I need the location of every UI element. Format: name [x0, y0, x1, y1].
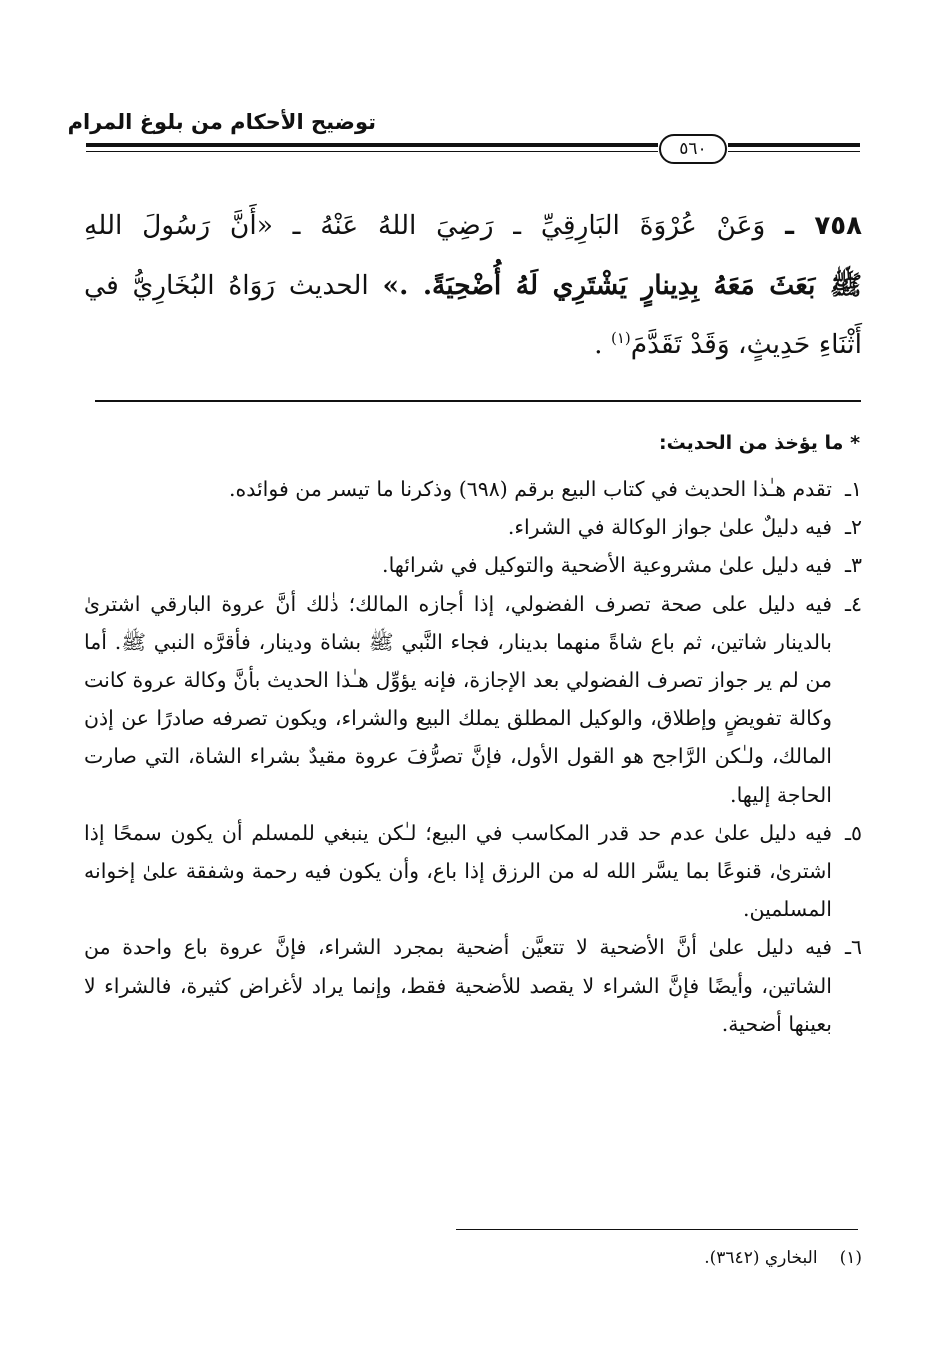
footnote: [704, 1248, 862, 1268]
benefit-text: تقدم هـٰذا الحديث في كتاب البيع برقم (٦٩٨) وذكرنا ما تيسر من فوائده.: [228, 477, 832, 501]
benefit-text: فيه دليل علىٰ مشروعية الأضحية والتوكيل في شرائها.: [382, 553, 832, 578]
header-rule-thin-left: [86, 151, 658, 152]
benefit-text: فيه دليلٌ علىٰ جواز الوكالة في الشراء.: [507, 515, 832, 540]
benefits-list: [84, 470, 862, 1043]
hadith-line-3: [84, 315, 862, 374]
hadith-line-3-text: أَثْنَاءِ حَدِيثٍ، وَقَدْ تَقَدَّمَ: [630, 329, 862, 360]
hadith-line-2: [84, 256, 862, 315]
hadith-line-1-text: وَعَنْ عُرْوَةَ البَارِقِيِّ ـ رَضِيَ اللهُ عَنْهُ ـ «أَنَّ رَسُولَ اللهِ: [84, 210, 766, 241]
benefit-number: ٢ـ: [844, 515, 862, 540]
hadith-matn: ﷺ بَعَثَ مَعَهُ بِدِينارٍ يَشْتَرِي لَهُ أُضْحِيَةً. .»: [382, 270, 862, 301]
benefit-item: [84, 814, 862, 929]
hadith-text: [84, 196, 862, 374]
benefit-text: فيه دليل على صحة تصرف الفضولي، إذا أجازه المالك؛ ذٰلك أنَّ عروة البارقي اشترىٰ بالدينار شاتين، ثم باع شاةً منهما بدينار، فجاء النَّبي ﷺ بشاة ودينار، فأقرَّه النبي ﷺ. أما من لم ير جواز تصرف الفضولي بعد الإجازة، فإنه يؤوِّل هـٰذا الحديث بأنَّ وكالة عروة كانت وكالة تفويضٍ وإطلاق، والوكيل المطلق يملك البيع والشراء، ويكون تصرفه صادرًا عن إذن المالك، ولـٰكن الرَّاجح هو القول الأول، فإنَّ تصرُّفَ عروة مقيدٌ بشراء الشاة، التي صارت الحاجة إليها.: [84, 591, 832, 807]
section-divider: [95, 400, 861, 402]
header-rule-thick-right: [728, 143, 860, 147]
page-number-badge: ٥٦٠: [659, 134, 727, 164]
benefit-item: [84, 585, 862, 814]
benefit-number: ٥ـ: [844, 820, 862, 845]
benefit-item: [84, 508, 862, 546]
footnote-divider: [456, 1229, 858, 1230]
hadith-line-2-rest: الحديث رَوَاهُ البُخَارِيُّ في: [84, 270, 369, 301]
benefit-item: [84, 470, 862, 508]
benefits-heading: * ما يؤخذ من الحديث:: [658, 432, 860, 454]
hadith-line-1: [84, 196, 862, 256]
hadith-number: ٧٥٨ ـ: [785, 211, 862, 241]
hadith-line-3-end: .: [594, 329, 603, 360]
footnote-number: (١): [839, 1248, 862, 1268]
benefit-item: [84, 546, 862, 584]
benefit-number: ١ـ: [844, 477, 862, 501]
header-rule-thin-right: [728, 151, 860, 152]
benefit-number: ٤ـ: [844, 591, 862, 616]
benefit-text: فيه دليل علىٰ عدم حد قدر المكاسب في البيع؛ لـٰكن ينبغي للمسلم أن يكون سمحًا إذا اشترىٰ، قنوعًا بما يسَّر الله له من الرزق إذا باع، وأن يكون فيه رحمة وشفقة علىٰ إخوانه المسلمين.: [84, 820, 832, 922]
footnote-reference: (١): [610, 329, 631, 348]
benefit-text: فيه دليل علىٰ أنَّ الأضحية لا تتعيَّن أضحية بمجرد الشراء، فإنَّ عروة باع واحدة من الشاتين، وأيضًا فإنَّ الشراء لا يقصد للأضحية فقط، وإنما يراد لأغراض كثيرة، فالشراء لا بعينها أضحية.: [84, 935, 832, 1036]
benefit-item: [84, 928, 862, 1043]
running-header-title: توضيح الأحكام من بلوغ المرام: [67, 110, 376, 134]
benefit-number: ٦ـ: [844, 935, 862, 960]
benefit-number: ٣ـ: [844, 553, 862, 578]
footnote-text: البخاري (٣٦٤٢).: [704, 1248, 818, 1268]
header-rule-thick-left: [86, 143, 658, 147]
